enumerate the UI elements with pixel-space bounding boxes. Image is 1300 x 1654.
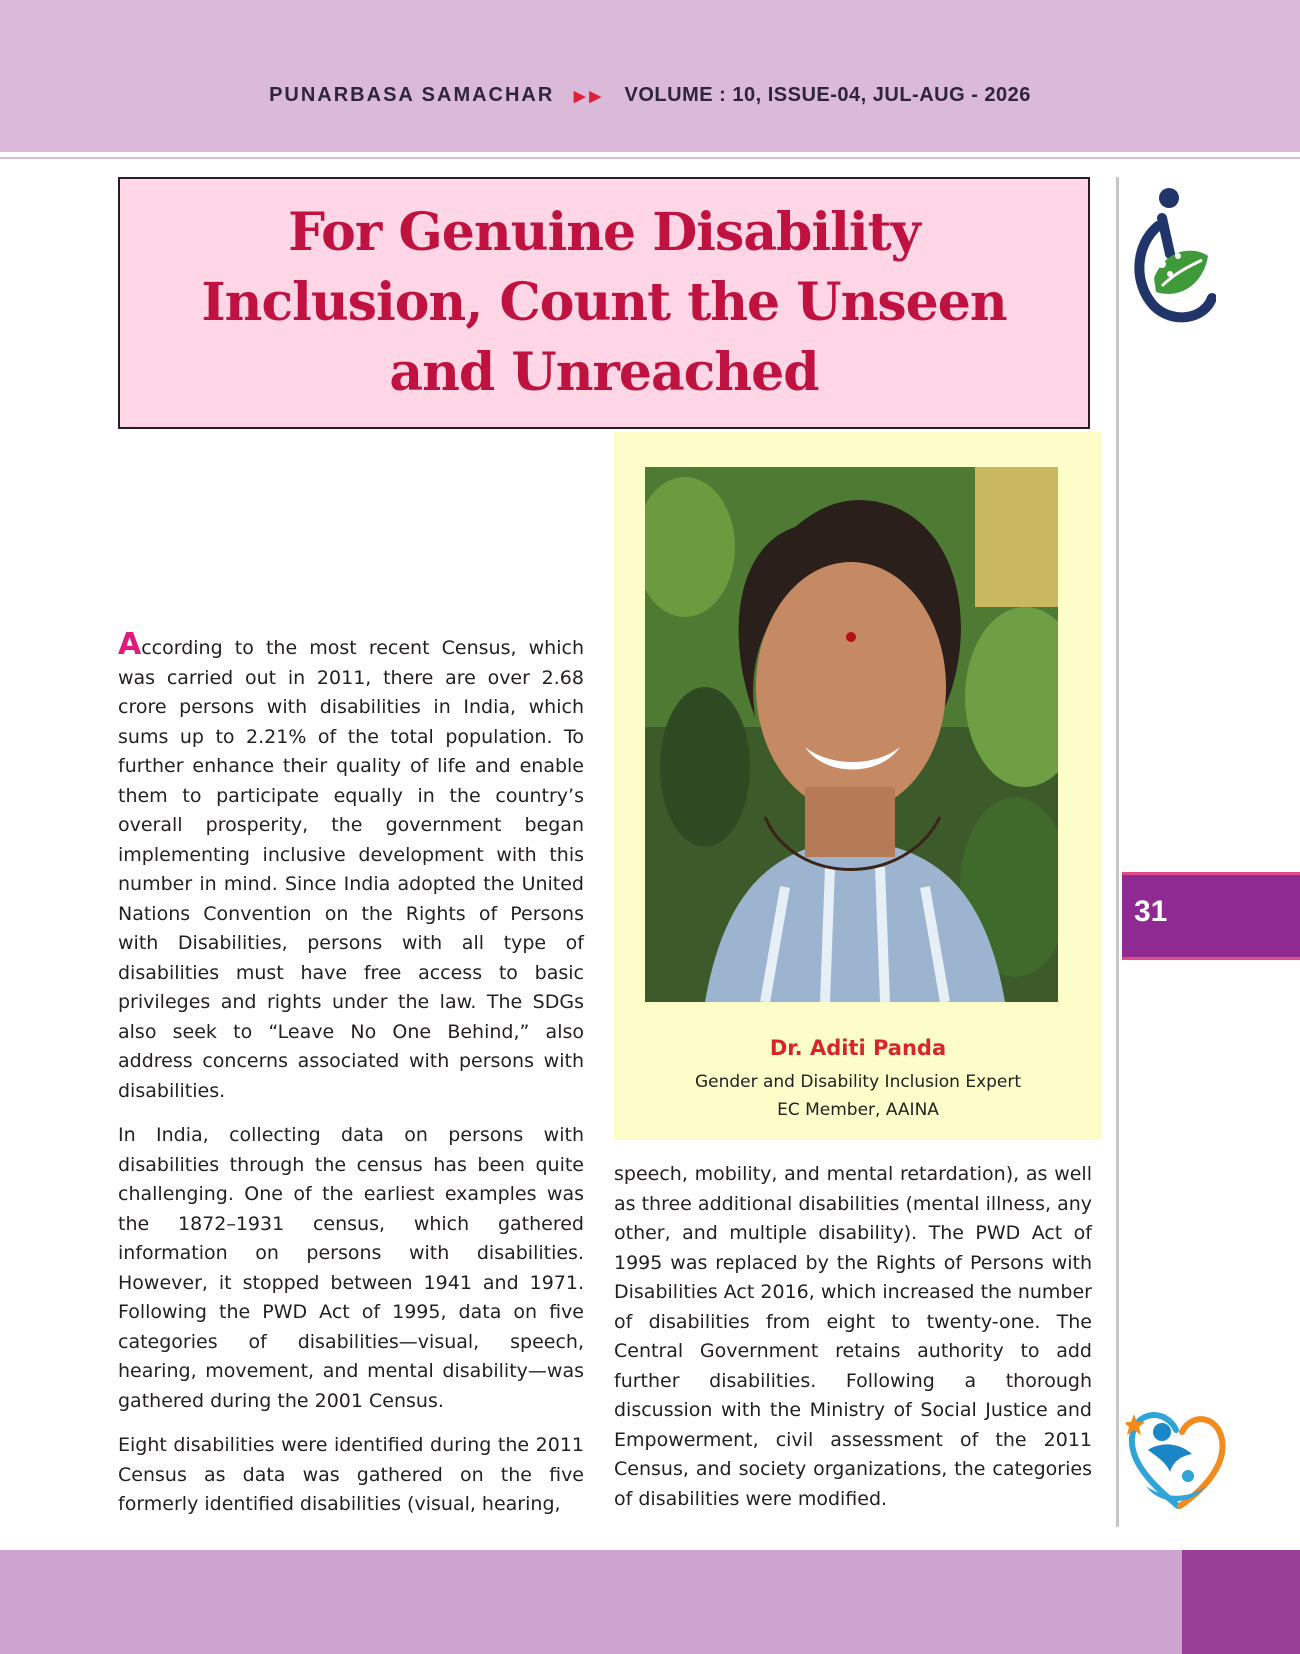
article-title-box xyxy=(118,177,1090,429)
heart-people-logo-icon xyxy=(1126,1402,1228,1518)
header-band xyxy=(0,0,1300,152)
author-name: Dr. Aditi Panda xyxy=(769,1036,947,1060)
page-number-tab xyxy=(1122,872,1300,960)
page-number: 31 xyxy=(1134,895,1168,928)
author-profile-box xyxy=(614,432,1102,1140)
double-arrow-icon: ▶▶ xyxy=(573,88,605,105)
header-divider xyxy=(0,157,1300,159)
publication-name: PUNARBASA SAMACHAR xyxy=(269,84,555,106)
author-role: Gender and Disability Inclusion Expert xyxy=(694,1072,1022,1092)
article-paragraph: Eight disabilities were identified during the 2011 Census as data was gathered on the five formerly identified disabilities (visual, hearing, xyxy=(118,1434,584,1515)
article-column-right xyxy=(614,1160,1092,1514)
paragraph-text: ccording to the most recent Census, which was carried out in 2011, there are over 2.68 crore persons with disabilities in India, which sums up to 2.21% of the total population. To further enhance their quality of life and enable them to participate equally in the country’s overall prosperity, the government began implementing inclusive development with this number in mind. Since India adopted the United Nations Convention on the Rights of Persons with Disabilities, persons with all type of disabilities must have free access to basic privileges and rights under the law. The SDGs also seek to “Leave No One Behind,” also address concerns associated with persons with disabilities. xyxy=(118,637,584,1102)
margin-divider xyxy=(1116,177,1119,1527)
article-paragraph: speech, mobility, and mental retardation), as well as three additional disabilities (mental illness, any other, and multiple disability). The PWD Act of 1995 was replaced by the Rights of Persons with Disabilities Act 2016, which increased the number of disabilities from eight to twenty-one. The Central Government retains authority to add further disabilities. Following a thorough discussion with the Ministry of Social Justice and Empowerment, civil assessment of the 2011 Census, and society organizations, the categories of disabilities were modified. xyxy=(614,1163,1092,1510)
author-photo xyxy=(645,467,1058,1002)
article-paragraph: In India, collecting data on persons with disabilities through the census has been quite challenging. One of the earliest examples was the 1872–1931 census, which gathered information on persons with disabilities. However, it stopped between 1941 and 1971. Following the PWD Act of 1995, data on five categories of disabilities—visual, speech, hearing, movement, and mental disability—was gathered during the 2001 Census. xyxy=(118,1124,584,1412)
footer-band xyxy=(0,1550,1300,1654)
author-affiliation: EC Member, AAINA xyxy=(777,1100,939,1120)
drop-cap: A xyxy=(118,627,142,662)
running-header xyxy=(0,84,1300,107)
article-title: For Genuine Disability Inclusion, Count the Unseen and Unreached xyxy=(201,202,1007,403)
article-paragraph xyxy=(118,627,584,1106)
footer-accent-block xyxy=(1182,1550,1300,1654)
volume-info: VOLUME : 10, ISSUE-04, JUL-AUG - 2026 xyxy=(624,84,1031,106)
article-column-left xyxy=(118,627,584,1535)
wheelchair-leaf-logo-icon xyxy=(1132,186,1216,326)
